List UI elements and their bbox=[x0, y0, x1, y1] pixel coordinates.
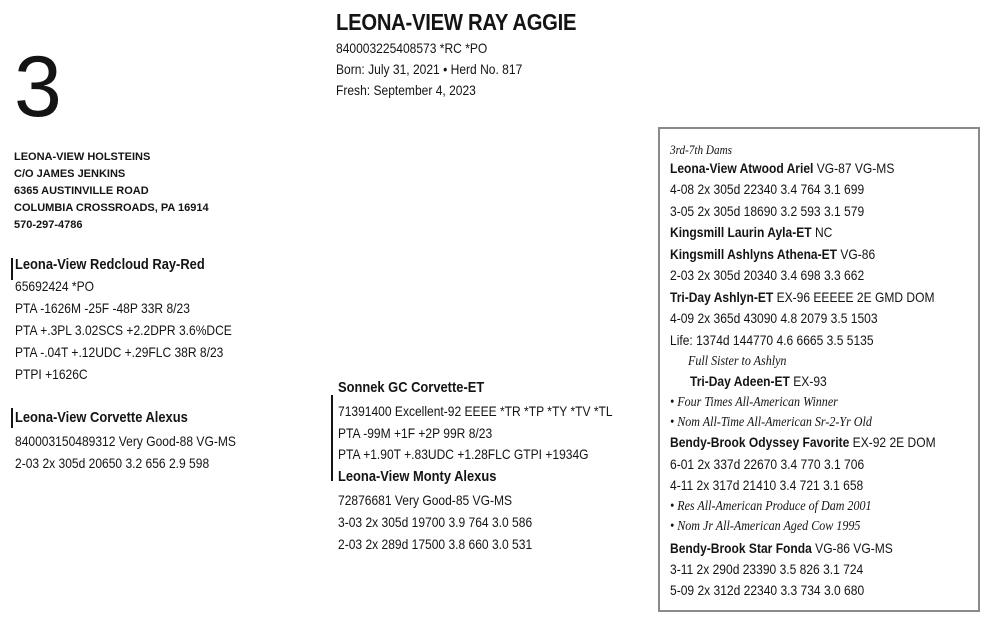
mgs-name: Sonnek GC Corvette-ET bbox=[338, 379, 485, 396]
dam-8-score: VG-86 VG-MS bbox=[811, 540, 893, 556]
sire-name: Leona-View Redcloud Ray-Red bbox=[15, 256, 205, 273]
dam-3-score: VG-87 VG-MS bbox=[813, 160, 895, 176]
animal-fresh: Fresh: September 4, 2023 bbox=[336, 82, 476, 98]
dam-registration: 840003150489312 Very Good-88 VG-MS bbox=[15, 433, 236, 449]
sire-ptpi: PTPI +1626C bbox=[15, 366, 88, 382]
animal-born: Born: July 31, 2021 • Herd No. 817 bbox=[336, 61, 523, 77]
consignor-farm: LEONA-VIEW HOLSTEINS bbox=[14, 151, 151, 163]
consignor-address: 6365 AUSTINVILLE ROAD bbox=[14, 185, 149, 197]
dam-7-line bbox=[670, 433, 936, 452]
sire-pta-3: PTA -.04T +.12UDC +.29FLC 38R 8/23 bbox=[15, 344, 224, 360]
dam-5-name: Kingsmill Ashlyns Athena-ET bbox=[670, 246, 838, 262]
dam-6-lifetime: Life: 1374d 144770 4.6 6665 3.5 5135 bbox=[670, 332, 874, 348]
extended-dams-box bbox=[658, 127, 980, 612]
dam-4-line bbox=[670, 223, 832, 242]
dam-7-name: Bendy-Brook Odyssey Favorite bbox=[670, 434, 850, 450]
dams-heading: 3rd-7th Dams bbox=[670, 142, 733, 157]
dam-record: 2-03 2x 305d 20650 3.2 656 2.9 598 bbox=[15, 455, 210, 471]
grand-dam-name: Leona-View Monty Alexus bbox=[338, 468, 497, 485]
dam-name: Leona-View Corvette Alexus bbox=[15, 409, 188, 426]
lot-number: 3 bbox=[14, 39, 62, 135]
sire-pta-2: PTA +.3PL 3.02SCS +2.2DPR 3.6%DCE bbox=[15, 322, 232, 338]
dam-3-line bbox=[670, 159, 894, 178]
consignor-contact: C/O JAMES JENKINS bbox=[14, 168, 126, 180]
consignor-phone: 570-297-4786 bbox=[14, 219, 83, 231]
dam-7-score: EX-92 2E DOM bbox=[849, 434, 936, 450]
dam-7-record: 6-01 2x 337d 22670 3.4 770 3.1 706 bbox=[670, 456, 865, 472]
animal-registration: 840003225408573 *RC *PO bbox=[336, 40, 488, 56]
animal-name: LEONA-VIEW RAY AGGIE bbox=[336, 9, 577, 35]
consignor-city: COLUMBIA CROSSROADS, PA 16914 bbox=[14, 202, 209, 214]
dam-6-name: Tri-Day Ashlyn-ET bbox=[670, 289, 774, 305]
dam-5-score: VG-86 bbox=[837, 246, 876, 262]
dam-7-honor: • Nom Jr All-American Aged Cow 1995 bbox=[670, 519, 861, 534]
dam-3-record: 4-08 2x 305d 22340 3.4 764 3.1 699 bbox=[670, 181, 865, 197]
mgs-registration: 71391400 Excellent-92 EEEE *TR *TP *TY *TV *TL bbox=[338, 403, 613, 419]
dam-8-record: 3-11 2x 290d 23390 3.5 826 3.1 724 bbox=[670, 561, 864, 577]
dam-3-record: 3-05 2x 305d 18690 3.2 593 3.1 579 bbox=[670, 203, 865, 219]
sister-score: EX-93 bbox=[789, 373, 827, 389]
dam-8-line bbox=[670, 539, 893, 558]
sister-note: Full Sister to Ashlyn bbox=[688, 354, 787, 369]
mgs-pta-2: PTA +1.90T +.83UDC +1.28FLC GTPI +1934G bbox=[338, 446, 589, 462]
dam-7-record: 4-11 2x 317d 21410 3.4 721 3.1 658 bbox=[670, 477, 864, 493]
grand-dam-record: 2-03 2x 289d 17500 3.8 660 3.0 531 bbox=[338, 536, 533, 552]
pedigree-line bbox=[11, 408, 13, 428]
dam-8-record: 5-09 2x 312d 22340 3.3 734 3.0 680 bbox=[670, 582, 865, 598]
consignor-block bbox=[14, 149, 209, 234]
sire-pta-1: PTA -1626M -25F -48P 33R 8/23 bbox=[15, 300, 190, 316]
mgs-pta-1: PTA -99M +1F +2P 99R 8/23 bbox=[338, 425, 493, 441]
sire-registration: 65692424 *PO bbox=[15, 278, 94, 294]
sister-line bbox=[690, 372, 827, 391]
pedigree-line bbox=[11, 258, 13, 280]
sister-honor: • Nom All-Time All-American Sr-2-Yr Old bbox=[670, 415, 872, 430]
dam-5-record: 2-03 2x 305d 20340 3.4 698 3.3 662 bbox=[670, 267, 865, 283]
dam-7-honor: • Res All-American Produce of Dam 2001 bbox=[670, 499, 872, 514]
dam-6-record: 4-09 2x 365d 43090 4.8 2079 3.5 1503 bbox=[670, 310, 878, 326]
dam-4-name: Kingsmill Laurin Ayla-ET bbox=[670, 224, 812, 240]
dam-6-score: EX-96 EEEEE 2E GMD DOM bbox=[773, 289, 935, 305]
grand-dam-record: 3-03 2x 305d 19700 3.9 764 3.0 586 bbox=[338, 514, 533, 530]
dam-3-name: Leona-View Atwood Ariel bbox=[670, 160, 814, 176]
sister-name: Tri-Day Adeen-ET bbox=[690, 373, 790, 389]
pedigree-line bbox=[331, 395, 333, 481]
dam-4-score: NC bbox=[811, 224, 833, 240]
dam-5-line bbox=[670, 245, 875, 264]
dam-8-name: Bendy-Brook Star Fonda bbox=[670, 540, 812, 556]
grand-dam-registration: 72876681 Very Good-85 VG-MS bbox=[338, 492, 513, 508]
dam-6-line bbox=[670, 288, 935, 307]
sister-honor: • Four Times All-American Winner bbox=[670, 395, 838, 410]
